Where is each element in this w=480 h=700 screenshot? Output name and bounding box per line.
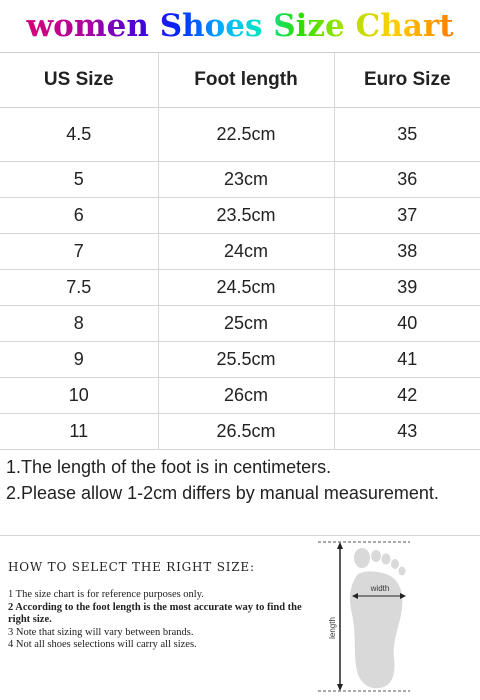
us-size-cell: 9 [0,341,158,377]
foot-measurement-illustration [310,536,470,700]
how-to-list [8,589,308,652]
how-to-item: 1 The size chart is for reference purposes only. [8,589,204,600]
length-label: length [328,617,337,639]
euro-size-cell: 39 [334,269,480,305]
foot-length-cell: 25cm [158,305,334,341]
foot-silhouette-icon [350,548,406,688]
table-header-row [0,53,480,107]
size-chart-table [0,53,480,450]
width-label: width [370,584,390,593]
foot-length-cell: 24cm [158,233,334,269]
header-foot-length: Foot length [158,53,334,107]
foot-length-cell: 26.5cm [158,413,334,449]
table-row [0,233,480,269]
note-line-2: 2.Please allow 1-2cm differs by manual measurement. [6,483,439,503]
table-row [0,377,480,413]
how-to-item: 3 Note that sizing will vary between brands. [8,626,194,638]
us-size-cell: 11 [0,413,158,449]
table-row [0,107,480,161]
foot-length-cell: 23.5cm [158,197,334,233]
euro-size-cell: 37 [334,197,480,233]
euro-size-cell: 43 [334,413,480,449]
euro-size-cell: 36 [334,161,480,197]
table-row [0,197,480,233]
size-chart-table-wrap [0,52,480,450]
page-title [0,0,480,52]
foot-length-cell: 25.5cm [158,341,334,377]
header-us-size: US Size [0,53,158,107]
foot-length-cell: 24.5cm [158,269,334,305]
header-euro-size: Euro Size [334,53,480,107]
euro-size-cell: 42 [334,377,480,413]
width-arrow-right-icon [400,593,406,599]
us-size-cell: 7 [0,233,158,269]
table-row [0,341,480,377]
euro-size-cell: 40 [334,305,480,341]
table-row [0,305,480,341]
length-arrow-down-icon [337,684,343,691]
us-size-cell: 4.5 [0,107,158,161]
foot-length-cell: 23cm [158,161,334,197]
foot-length-cell: 22.5cm [158,107,334,161]
how-to-item: 4 Not all shoes selections will carry all sizes. [8,639,197,650]
how-to-item: 2 According to the foot length is the most accurate way to find the right size. [8,601,302,625]
foot-length-cell: 26cm [158,377,334,413]
us-size-cell: 10 [0,377,158,413]
notes-section [0,450,480,536]
table-row [0,413,480,449]
euro-size-cell: 38 [334,233,480,269]
euro-size-cell: 35 [334,107,480,161]
us-size-cell: 7.5 [0,269,158,305]
table-row [0,269,480,305]
title-text: women Shoes Size Chart [26,8,454,44]
us-size-cell: 8 [0,305,158,341]
table-row [0,161,480,197]
how-to-select-section [0,536,480,700]
us-size-cell: 6 [0,197,158,233]
euro-size-cell: 41 [334,341,480,377]
how-to-title: HOW TO SELECT THE RIGHT SIZE: [8,560,255,574]
length-arrow-up-icon [337,542,343,549]
note-line-1: 1.The length of the foot is in centimeters. [6,457,332,477]
us-size-cell: 5 [0,161,158,197]
